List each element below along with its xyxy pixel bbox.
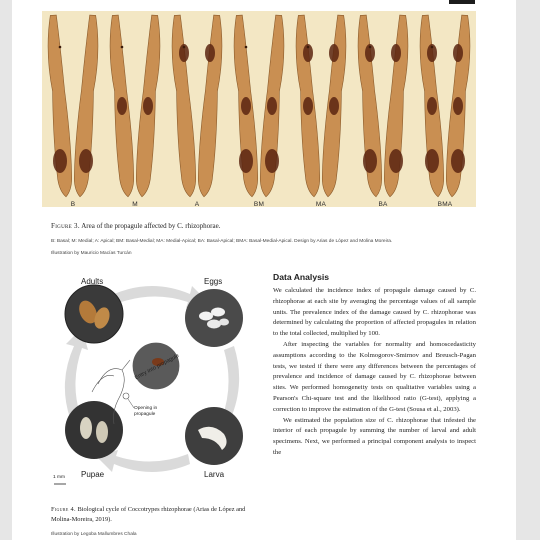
entry-hole xyxy=(307,46,310,49)
damage-area-b xyxy=(425,149,439,173)
page-corner-mark xyxy=(449,0,475,4)
label-larva: Larva xyxy=(204,470,225,479)
entry-hole xyxy=(183,46,186,49)
propagule-panel-b xyxy=(45,15,100,198)
propagule-panels xyxy=(42,11,476,207)
panel-label-bm: BM xyxy=(253,201,265,208)
figure-3-illustration xyxy=(42,11,476,207)
adults-photo xyxy=(65,285,123,343)
figure-3-caption xyxy=(51,222,481,230)
eggs-photo xyxy=(185,289,243,347)
life-cycle-diagram xyxy=(52,272,260,494)
damage-area-m xyxy=(267,97,277,115)
damage-area-m xyxy=(453,97,463,115)
damage-area-b xyxy=(265,149,279,173)
label-opening-in-propagule: Opening in propagule xyxy=(134,406,158,417)
section-heading: Data Analysis xyxy=(273,272,330,282)
entry-hole xyxy=(245,46,248,49)
propagule-panel-ma xyxy=(293,15,348,198)
damage-area-b xyxy=(239,149,253,173)
damage-area-b xyxy=(79,149,93,173)
scale-label: 1 mm xyxy=(53,475,65,480)
damage-area-m xyxy=(303,97,313,115)
panel-label-a: A xyxy=(194,201,200,208)
paragraph-1: We calculated the incidence index of propagule damage caused by C. rhizophorae at each site by averaging the percentage values of all sample units. The prevalence index of the damage caused by C. rhizophorae was determined by calculating the proportion of affected propagules in relation to the total collected, multiplied by 100. xyxy=(273,287,476,338)
panel-label-m: M xyxy=(132,201,138,208)
entry-hole xyxy=(59,46,62,49)
figure-3-label: Figure 3. xyxy=(51,222,80,230)
panel-label-b: B xyxy=(70,201,76,208)
figure-4-caption-text: Biological cycle of Coccotrypes rhizophorae (Arias de López and Molina-Moreira, 2019). xyxy=(51,506,246,523)
propagule-panel-m xyxy=(107,15,162,198)
damage-area-a xyxy=(329,44,339,62)
panel-label-ma: MA xyxy=(315,201,327,208)
label-entry-into-propagule: Entry into propagule xyxy=(134,352,181,382)
damage-area-a xyxy=(453,44,463,62)
propagule-panel-bma xyxy=(417,15,472,198)
damage-area-m xyxy=(241,97,251,115)
panel-label-ba: BA xyxy=(378,201,388,208)
damage-area-b xyxy=(363,149,377,173)
damage-area-b xyxy=(53,149,67,173)
damage-area-b xyxy=(451,149,465,173)
propagule-panel-bm xyxy=(231,15,286,198)
damage-area-a xyxy=(205,44,215,62)
data-analysis-section xyxy=(273,272,476,459)
paragraph-3: We estimated the population size of C. rhizophorae that infested the interior of each propagule by summing the number of larval and adult specimens. Next, we performed a principal component analysis to inspect the xyxy=(273,416,476,456)
figure-4-caption xyxy=(51,505,263,525)
label-adults: Adults xyxy=(81,277,104,286)
entry-hole xyxy=(431,46,434,49)
panel-label-bma: BMA xyxy=(437,201,453,208)
larva-photo xyxy=(185,407,243,465)
figure-4-label: Figure 4. xyxy=(51,506,76,513)
damage-area-a xyxy=(391,44,401,62)
label-pupae: Pupae xyxy=(81,470,105,479)
damage-area-m xyxy=(427,97,437,115)
label-eggs: Eggs xyxy=(204,277,223,286)
damage-area-m xyxy=(329,97,339,115)
damage-area-b xyxy=(389,149,403,173)
entry-hole xyxy=(121,46,124,49)
figure-4-life-cycle xyxy=(52,272,260,494)
figure-3-caption-text: Area of the propagule affected by C. rhizophorae. xyxy=(81,222,221,230)
paragraph-2: After inspecting the variables for normality and homoscedasticity assumptions according to the Kolmogorov-Smirnov and Breusch-Pagan tests, we tested if there were any differences between the percentages of prevalence and incidence of damage caused by C. rhizophorae between sites. We performed homogeneity tests on qualitative variables using a Pearson's Chi-square test and the likelihood ratio (G-test), applying a correction to improve the estimation of the G-test (Sousa et al., 2003). xyxy=(273,340,476,413)
figure-3-credit: Illustration by Mauricio Macías Turcán xyxy=(51,251,132,256)
figure-4-credit: Illustration by Legoba Mallumbres Chala xyxy=(51,532,137,537)
figure-3-legend: B: Basal; M: Medial; A: Apical; BM: Basal-Medial; MA: Medial-Apical; BA: Basal-Apical; BMA: Basal-Medial-Apical. Design by Arias de López and Molina Moreira. xyxy=(51,239,393,244)
entry-hole xyxy=(369,46,372,49)
propagule-panel-ba xyxy=(355,15,410,198)
damage-area-m xyxy=(143,97,153,115)
propagule-panel-a xyxy=(169,15,224,198)
damage-area-m xyxy=(117,97,127,115)
